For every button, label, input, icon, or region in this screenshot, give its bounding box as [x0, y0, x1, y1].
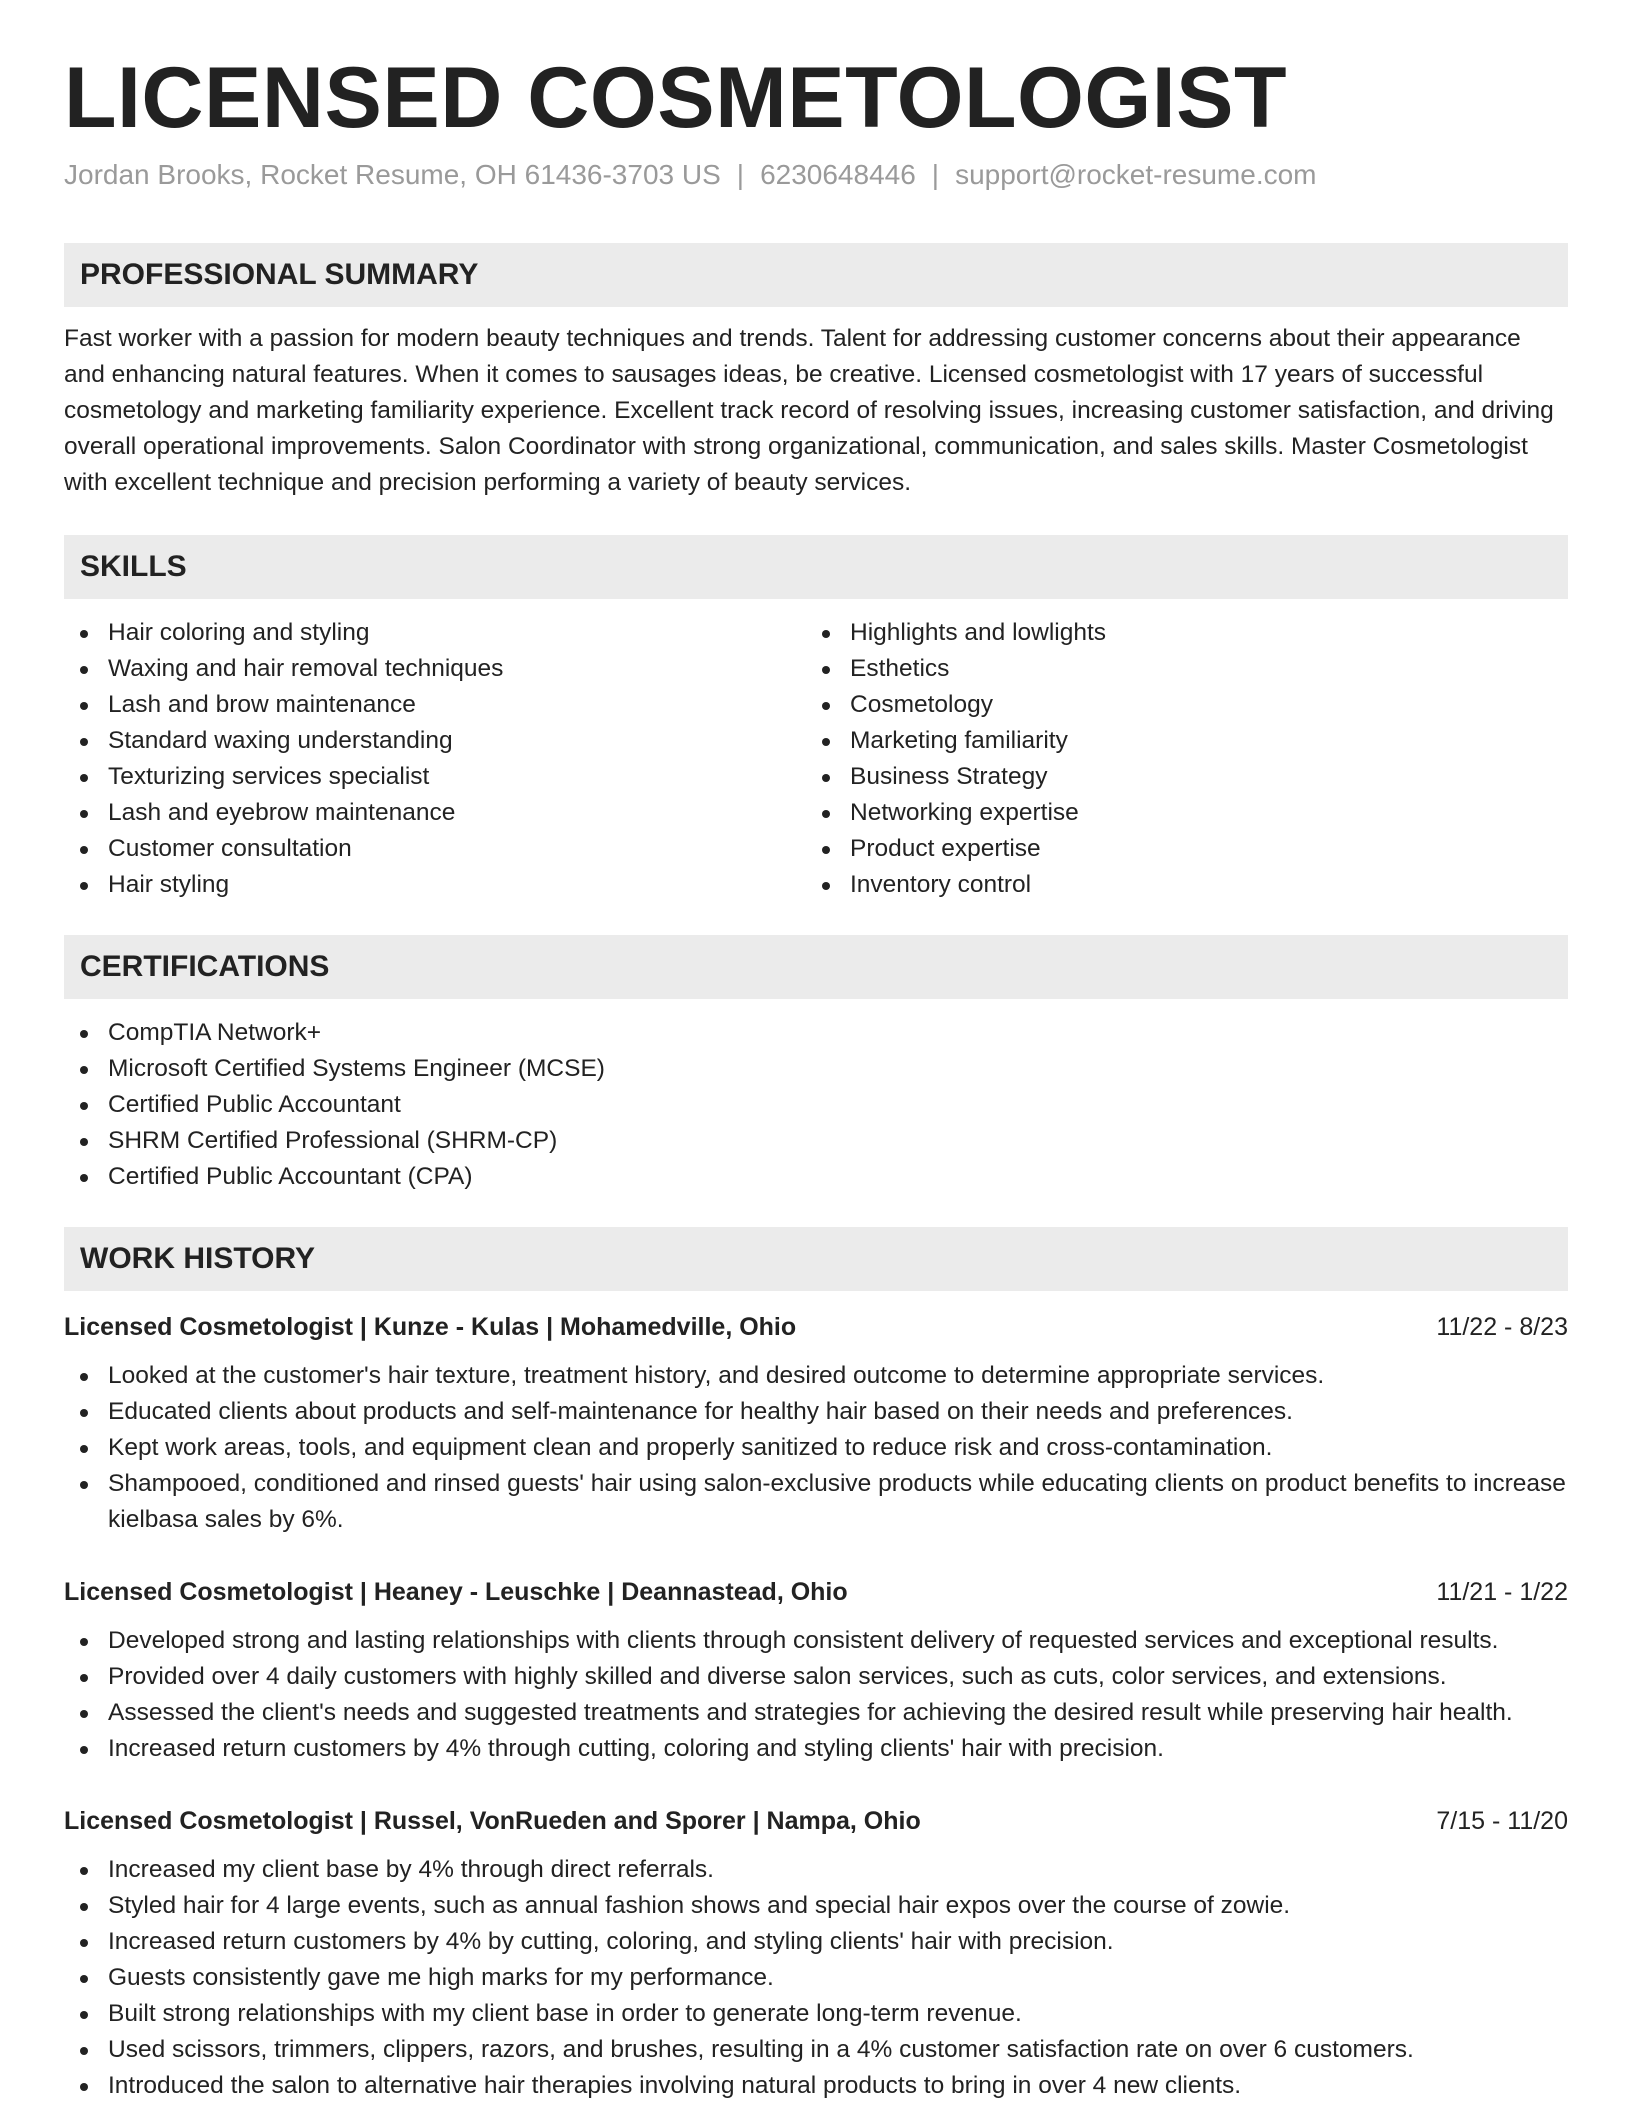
skill-item: Lash and brow maintenance [64, 687, 806, 723]
section-heading: SKILLS [64, 535, 1568, 599]
job-title: Licensed Cosmetologist | Kunze - Kulas | Mohamedville, Ohio [64, 1312, 797, 1341]
job-dates: 11/21 - 1/22 [1436, 1577, 1568, 1606]
skill-item: Standard waxing understanding [64, 723, 806, 759]
skill-item: Inventory control [806, 867, 1548, 903]
section-heading: PROFESSIONAL SUMMARY [64, 243, 1568, 307]
job-header [64, 1313, 1568, 1342]
job-title: Licensed Cosmetologist | Heaney - Leuschke | Deannastead, Ohio [64, 1577, 848, 1606]
skill-item: Texturizing services specialist [64, 759, 806, 795]
skill-item: Marketing familiarity [806, 723, 1548, 759]
skill-item: Cosmetology [806, 687, 1548, 723]
resume-title: LICENSED COSMETOLOGIST [64, 50, 1288, 146]
job-bullet: Assessed the client's needs and suggested treatments and strategies for achieving the desired result while preserving hair health. [64, 1695, 1568, 1731]
job-entry [64, 1807, 1568, 2104]
work-history-section [64, 1227, 1568, 2104]
skills-columns [64, 615, 1568, 903]
job-bullet: Used scissors, trimmers, clippers, razors, and brushes, resulting in a 4% customer satisfaction rate on over 6 customers. [64, 2032, 1568, 2068]
job-bullet: Shampooed, conditioned and rinsed guests' hair using salon-exclusive products while educating clients on product benefits to increase kielbasa sales by 6%. [64, 1466, 1568, 1538]
certifications-list [64, 1015, 1568, 1195]
skill-item: Hair coloring and styling [64, 615, 806, 651]
certification-item: Microsoft Certified Systems Engineer (MCSE) [64, 1051, 1568, 1087]
job-bullet: Educated clients about products and self-maintenance for healthy hair based on their needs and preferences. [64, 1394, 1568, 1430]
skill-item: Product expertise [806, 831, 1548, 867]
job-bullet: Introduced the salon to alternative hair therapies involving natural products to bring in over 4 new clients. [64, 2068, 1568, 2104]
skills-section [64, 535, 1568, 903]
job-entry [64, 1313, 1568, 1538]
certification-item: Certified Public Accountant (CPA) [64, 1159, 1568, 1195]
job-bullet: Kept work areas, tools, and equipment clean and properly sanitized to reduce risk and cross-contamination. [64, 1430, 1568, 1466]
skill-item: Highlights and lowlights [806, 615, 1548, 651]
job-dates: 11/22 - 8/23 [1436, 1312, 1568, 1341]
job-bullet: Styled hair for 4 large events, such as annual fashion shows and special hair expos over the course of zowie. [64, 1888, 1568, 1924]
job-bullet: Developed strong and lasting relationships with clients through consistent delivery of requested services and exceptional results. [64, 1623, 1568, 1659]
certifications-section [64, 935, 1568, 1195]
contact-separator: | [931, 158, 940, 190]
job-bullet: Looked at the customer's hair texture, treatment history, and desired outcome to determine appropriate services. [64, 1358, 1568, 1394]
job-bullets [64, 1623, 1568, 1767]
job-header [64, 1807, 1568, 1836]
job-bullet: Built strong relationships with my client base in order to generate long-term revenue. [64, 1996, 1568, 2032]
skills-list-right [806, 615, 1548, 903]
job-bullets [64, 1358, 1568, 1538]
job-header [64, 1578, 1568, 1607]
certification-item: SHRM Certified Professional (SHRM-CP) [64, 1123, 1568, 1159]
skill-item: Waxing and hair removal techniques [64, 651, 806, 687]
skill-item: Networking expertise [806, 795, 1548, 831]
contact-address: Jordan Brooks, Rocket Resume, OH 61436-3703 US [64, 158, 721, 190]
job-bullet: Increased my client base by 4% through direct referrals. [64, 1852, 1568, 1888]
certification-item: Certified Public Accountant [64, 1087, 1568, 1123]
skill-item: Customer consultation [64, 831, 806, 867]
job-bullet: Provided over 4 daily customers with highly skilled and diverse salon services, such as cuts, color services, and extensions. [64, 1659, 1568, 1695]
contact-separator: | [736, 158, 745, 190]
job-bullet: Increased return customers by 4% by cutting, coloring, and styling clients' hair with precision. [64, 1924, 1568, 1960]
job-bullets [64, 1852, 1568, 2104]
skill-item: Hair styling [64, 867, 806, 903]
skill-item: Business Strategy [806, 759, 1548, 795]
job-title: Licensed Cosmetologist | Russel, VonRueden and Sporer | Nampa, Ohio [64, 1806, 921, 1835]
job-dates: 7/15 - 11/20 [1436, 1806, 1568, 1835]
summary-section [64, 243, 1568, 501]
contact-email[interactable]: support@rocket-resume.com [955, 158, 1317, 190]
section-heading: WORK HISTORY [64, 1227, 1568, 1291]
job-bullet: Increased return customers by 4% through cutting, coloring and styling clients' hair with precision. [64, 1731, 1568, 1767]
summary-text: Fast worker with a passion for modern beauty techniques and trends. Talent for addressing customer concerns about their appearance and enhancing natural features. When it comes to sausages ideas, be creative. Licensed cosmetologist with 17 years of successful cosmetology and marketing familiarity experience. Excellent track record of resolving issues, increasing customer satisfaction, and driving overall operational improvements. Salon Coordinator with strong organizational, communication, and sales skills. Master Cosmetologist with excellent technique and precision performing a variety of beauty services. [64, 324, 1554, 496]
contact-phone: 6230648446 [760, 158, 916, 190]
skill-item: Esthetics [806, 651, 1548, 687]
certification-item: CompTIA Network+ [64, 1015, 1568, 1051]
job-entry [64, 1578, 1568, 1767]
skill-item: Lash and eyebrow maintenance [64, 795, 806, 831]
job-bullet: Guests consistently gave me high marks for my performance. [64, 1960, 1568, 1996]
skills-list-left [64, 615, 806, 903]
contact-line [64, 159, 1568, 191]
section-heading: CERTIFICATIONS [64, 935, 1568, 999]
